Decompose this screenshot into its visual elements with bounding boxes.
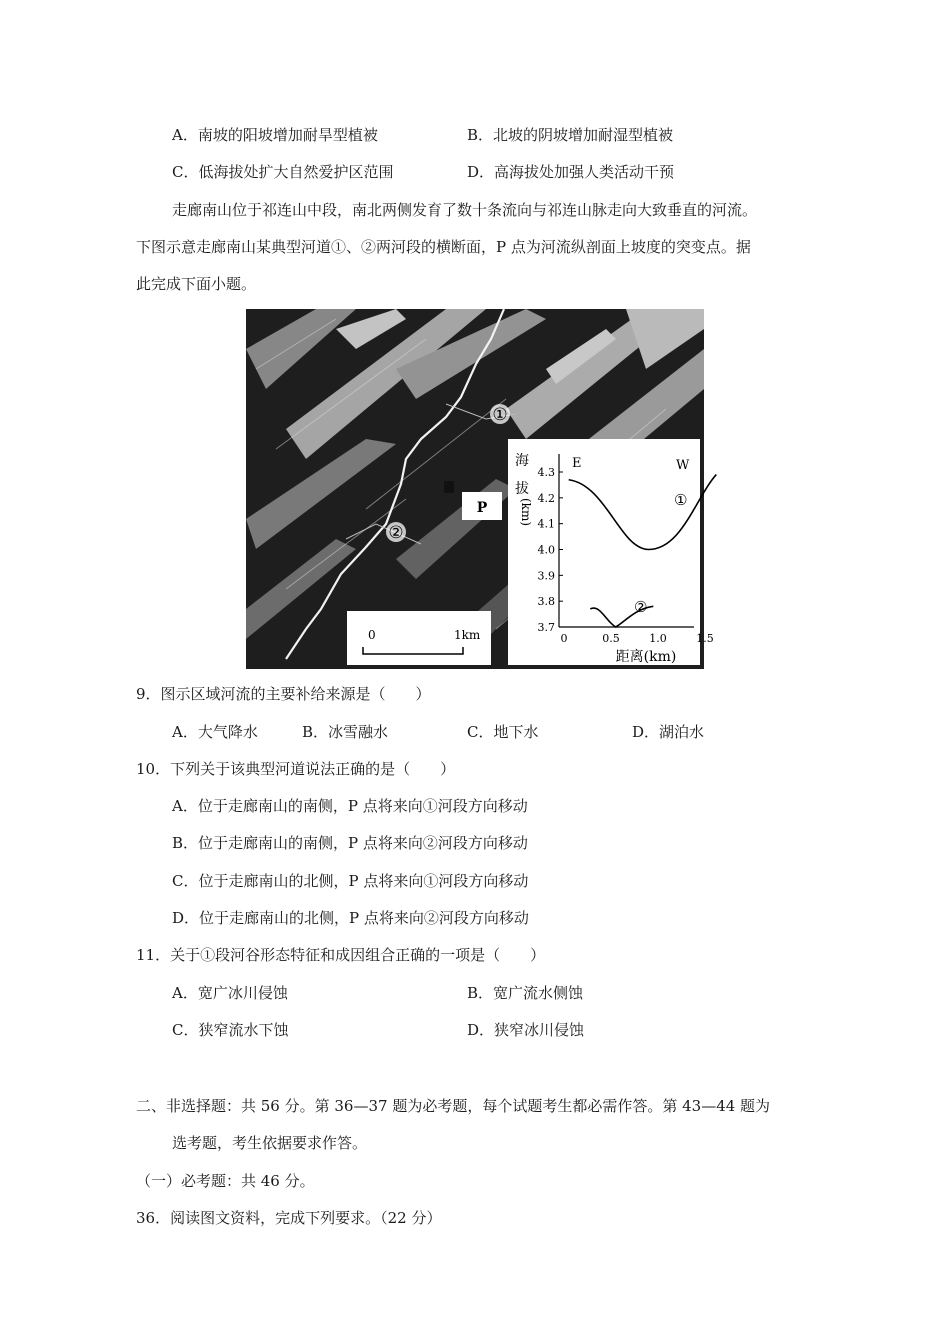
option-a: A．南坡的阳坡增加耐旱型植被: [172, 126, 378, 144]
q9-option-b: B．冰雪融水: [302, 723, 389, 741]
q11-option-a: A．宽广冰川侵蚀: [172, 984, 288, 1002]
inset-y-tick-label: 3.8: [537, 595, 555, 609]
inset-x-tick-label: 1.0: [649, 632, 667, 645]
inset-x-tick-label: 1.5: [696, 632, 714, 645]
label-1: ①: [492, 405, 508, 425]
q9-option-a: A．大气降水: [172, 723, 258, 741]
intro-line-2: 下图示意走廊南山某典型河道①、②两河段的横断面，P 点为河流纵剖面上坡度的突变点。据: [136, 238, 751, 256]
intro-line-3: 此完成下面小题。: [136, 275, 257, 293]
q10-option-d: D．位于走廊南山的北侧，P 点将来向②河段方向移动: [172, 909, 529, 927]
q11-option-d: D．狭窄冰川侵蚀: [467, 1021, 585, 1039]
scale-end: 1km: [454, 628, 481, 642]
inset-xlabel: 距离(km): [615, 649, 677, 665]
q11-option-c: C．狭窄流水下蚀: [172, 1021, 289, 1039]
inset-curve1-label: ①: [674, 491, 688, 509]
p-point-marker: [444, 481, 454, 493]
inset-x-tick-label: 0: [560, 632, 568, 645]
option-c: C．低海拔处扩大自然爱护区范围: [172, 163, 394, 181]
inset-label-w: W: [676, 458, 690, 473]
q9-stem: 9．图示区域河流的主要补给来源是（ ）: [136, 685, 431, 703]
q9-option-c: C．地下水: [467, 723, 539, 741]
inset-curve2-label: ②: [634, 598, 648, 616]
option-b: B．北坡的阴坡增加耐湿型植被: [467, 126, 674, 144]
inset-label-e: E: [572, 456, 582, 471]
inset-y-tick-label: 4.2: [537, 491, 555, 505]
q9-option-d: D．湖泊水: [632, 723, 705, 741]
q10-stem: 10．下列关于该典型河道说法正确的是（ ）: [136, 760, 456, 778]
section2-line-2: 选考题，考生依据要求作答。: [172, 1134, 368, 1152]
inset-ylabel-char-1: 海: [515, 453, 529, 469]
q11-stem: 11．关于①段河谷形态特征和成因组合正确的一项是（ ）: [136, 946, 546, 964]
q36-stem: 36．阅读图文资料，完成下列要求。（22 分）: [136, 1209, 442, 1227]
section2-line-1: 二、非选择题：共 56 分。第 36—37 题为必考题，每个试题考生都必需作答。第 43—44 题为: [136, 1097, 771, 1115]
scale-start: 0: [368, 628, 376, 642]
intro-line-1: 走廊南山位于祁连山中段，南北两侧发育了数十条流向与祁连山脉走向大致垂直的河流。: [172, 201, 758, 219]
inset-y-tick-label: 4.0: [537, 543, 555, 557]
inset-ylabel-unit: (km): [519, 497, 533, 527]
option-d: D．高海拔处加强人类活动干预: [467, 163, 675, 181]
inset-y-tick-label: 4.3: [537, 466, 555, 479]
q11-option-b: B．宽广流水侧蚀: [467, 984, 584, 1002]
q10-option-b: B．位于走廊南山的南侧，P 点将来向②河段方向移动: [172, 834, 528, 852]
p-label: P: [476, 500, 488, 516]
inset-y-tick-label: 3.9: [537, 569, 555, 583]
satellite-figure: [246, 309, 714, 669]
inset-y-tick-label: 3.7: [537, 621, 555, 634]
terrain-image: [246, 309, 714, 669]
label-2: ②: [388, 523, 404, 543]
section2-sub: （一）必考题：共 46 分。: [136, 1172, 315, 1190]
q10-option-a: A．位于走廊南山的南侧，P 点将来向①河段方向移动: [172, 797, 528, 815]
inset-x-tick-label: 0.5: [602, 632, 620, 645]
inset-y-tick-label: 4.1: [537, 517, 555, 531]
inset-ylabel-char-2: 拔: [515, 481, 529, 497]
q10-option-c: C．位于走廊南山的北侧，P 点将来向①河段方向移动: [172, 872, 529, 890]
